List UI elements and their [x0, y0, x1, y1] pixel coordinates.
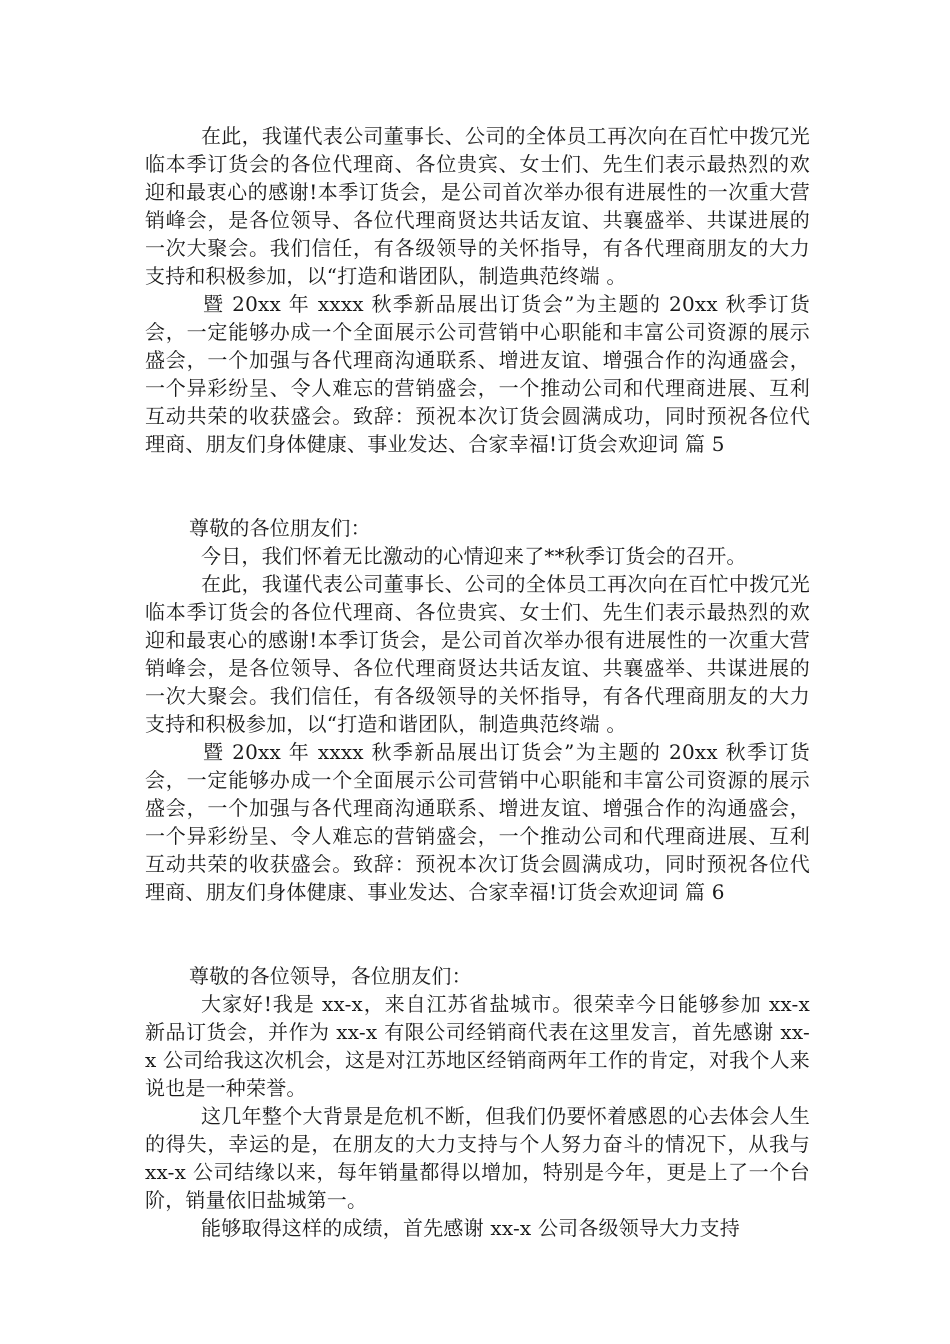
paragraph: 暨 20xx 年 xxxx 秋季新品展出订货会”为主题的 20xx 秋季订货会，一定能够办成一个全面展示公司营销中心职能和丰富公司资源的展示盛会，一个加强与各代理商沟通联系、增进友谊、增强合作的沟通盛会，一个异彩纷呈、令人难忘的营销盛会，一个推动公司和代理商进展、互利互动共荣的收获盛会。致辞：预祝本次订货会圆满成功，同时预祝各位代理商、朋友们身体健康、事业发达、合家幸福!订货会欢迎词 篇 6 — [145, 740, 810, 904]
section-c — [145, 962, 810, 1242]
paragraph: 在此，我谨代表公司董事长、公司的全体员工再次向在百忙中拨冗光临本季订货会的各位代理商、各位贵宾、女士们、先生们表示最热烈的欢迎和最衷心的感谢!本季订货会，是公司首次举办很有进展性的一次重大营销峰会，是各位领导、各位代理商贤达共话友谊、共襄盛举、共谋进展的一次大聚会。我们信任，有各级领导的关怀指导，有各代理商朋友的大力支持和积极参加，以“打造和谐团队，制造典范终端 。 — [145, 124, 810, 288]
paragraph: 大家好!我是 xx-x，来自江苏省盐城市。很荣幸今日能够参加 xx-x 新品订货会，并作为 xx-x 有限公司经销商代表在这里发言，首先感谢 xx-x 公司给我这次机会，这是对江苏地区经销商两年工作的肯定，对我个人来说也是一种荣誉。 — [145, 992, 810, 1100]
salutation: 尊敬的各位领导，各位朋友们： — [189, 964, 472, 988]
salutation: 尊敬的各位朋友们： — [189, 516, 371, 540]
paragraph: 这几年整个大背景是危机不断，但我们仍要怀着感恩的心去体会人生的得失，幸运的是，在朋友的大力支持与个人努力奋斗的情况下，从我与 xx-x 公司结缘以来，每年销量都得以增加，特别是今年，更是上了一个台阶，销量依旧盐城第一。 — [145, 1104, 810, 1212]
section-b — [145, 514, 810, 906]
paragraph: 暨 20xx 年 xxxx 秋季新品展出订货会”为主题的 20xx 秋季订货会，一定能够办成一个全面展示公司营销中心职能和丰富公司资源的展示盛会，一个加强与各代理商沟通联系、增进友谊、增强合作的沟通盛会，一个异彩纷呈、令人难忘的营销盛会，一个推动公司和代理商进展、互利互动共荣的收获盛会。致辞：预祝本次订货会圆满成功，同时预祝各位代理商、朋友们身体健康、事业发达、合家幸福!订货会欢迎词 篇 5 — [145, 292, 810, 456]
paragraph: 能够取得这样的成绩，首先感谢 xx-x 公司各级领导大力支持 — [201, 1216, 740, 1240]
paragraph: 在此，我谨代表公司董事长、公司的全体员工再次向在百忙中拨冗光临本季订货会的各位代理商、各位贵宾、女士们、先生们表示最热烈的欢迎和最衷心的感谢!本季订货会，是公司首次举办很有进展性的一次重大营销峰会，是各位领导、各位代理商贤达共话友谊、共襄盛举、共谋进展的一次大聚会。我们信任，有各级领导的关怀指导，有各代理商朋友的大力支持和积极参加，以“打造和谐团队，制造典范终端 。 — [145, 572, 810, 736]
paragraph: 今日，我们怀着无比激动的心情迎来了**秋季订货会的召开。 — [201, 544, 747, 568]
section-a — [145, 122, 810, 458]
